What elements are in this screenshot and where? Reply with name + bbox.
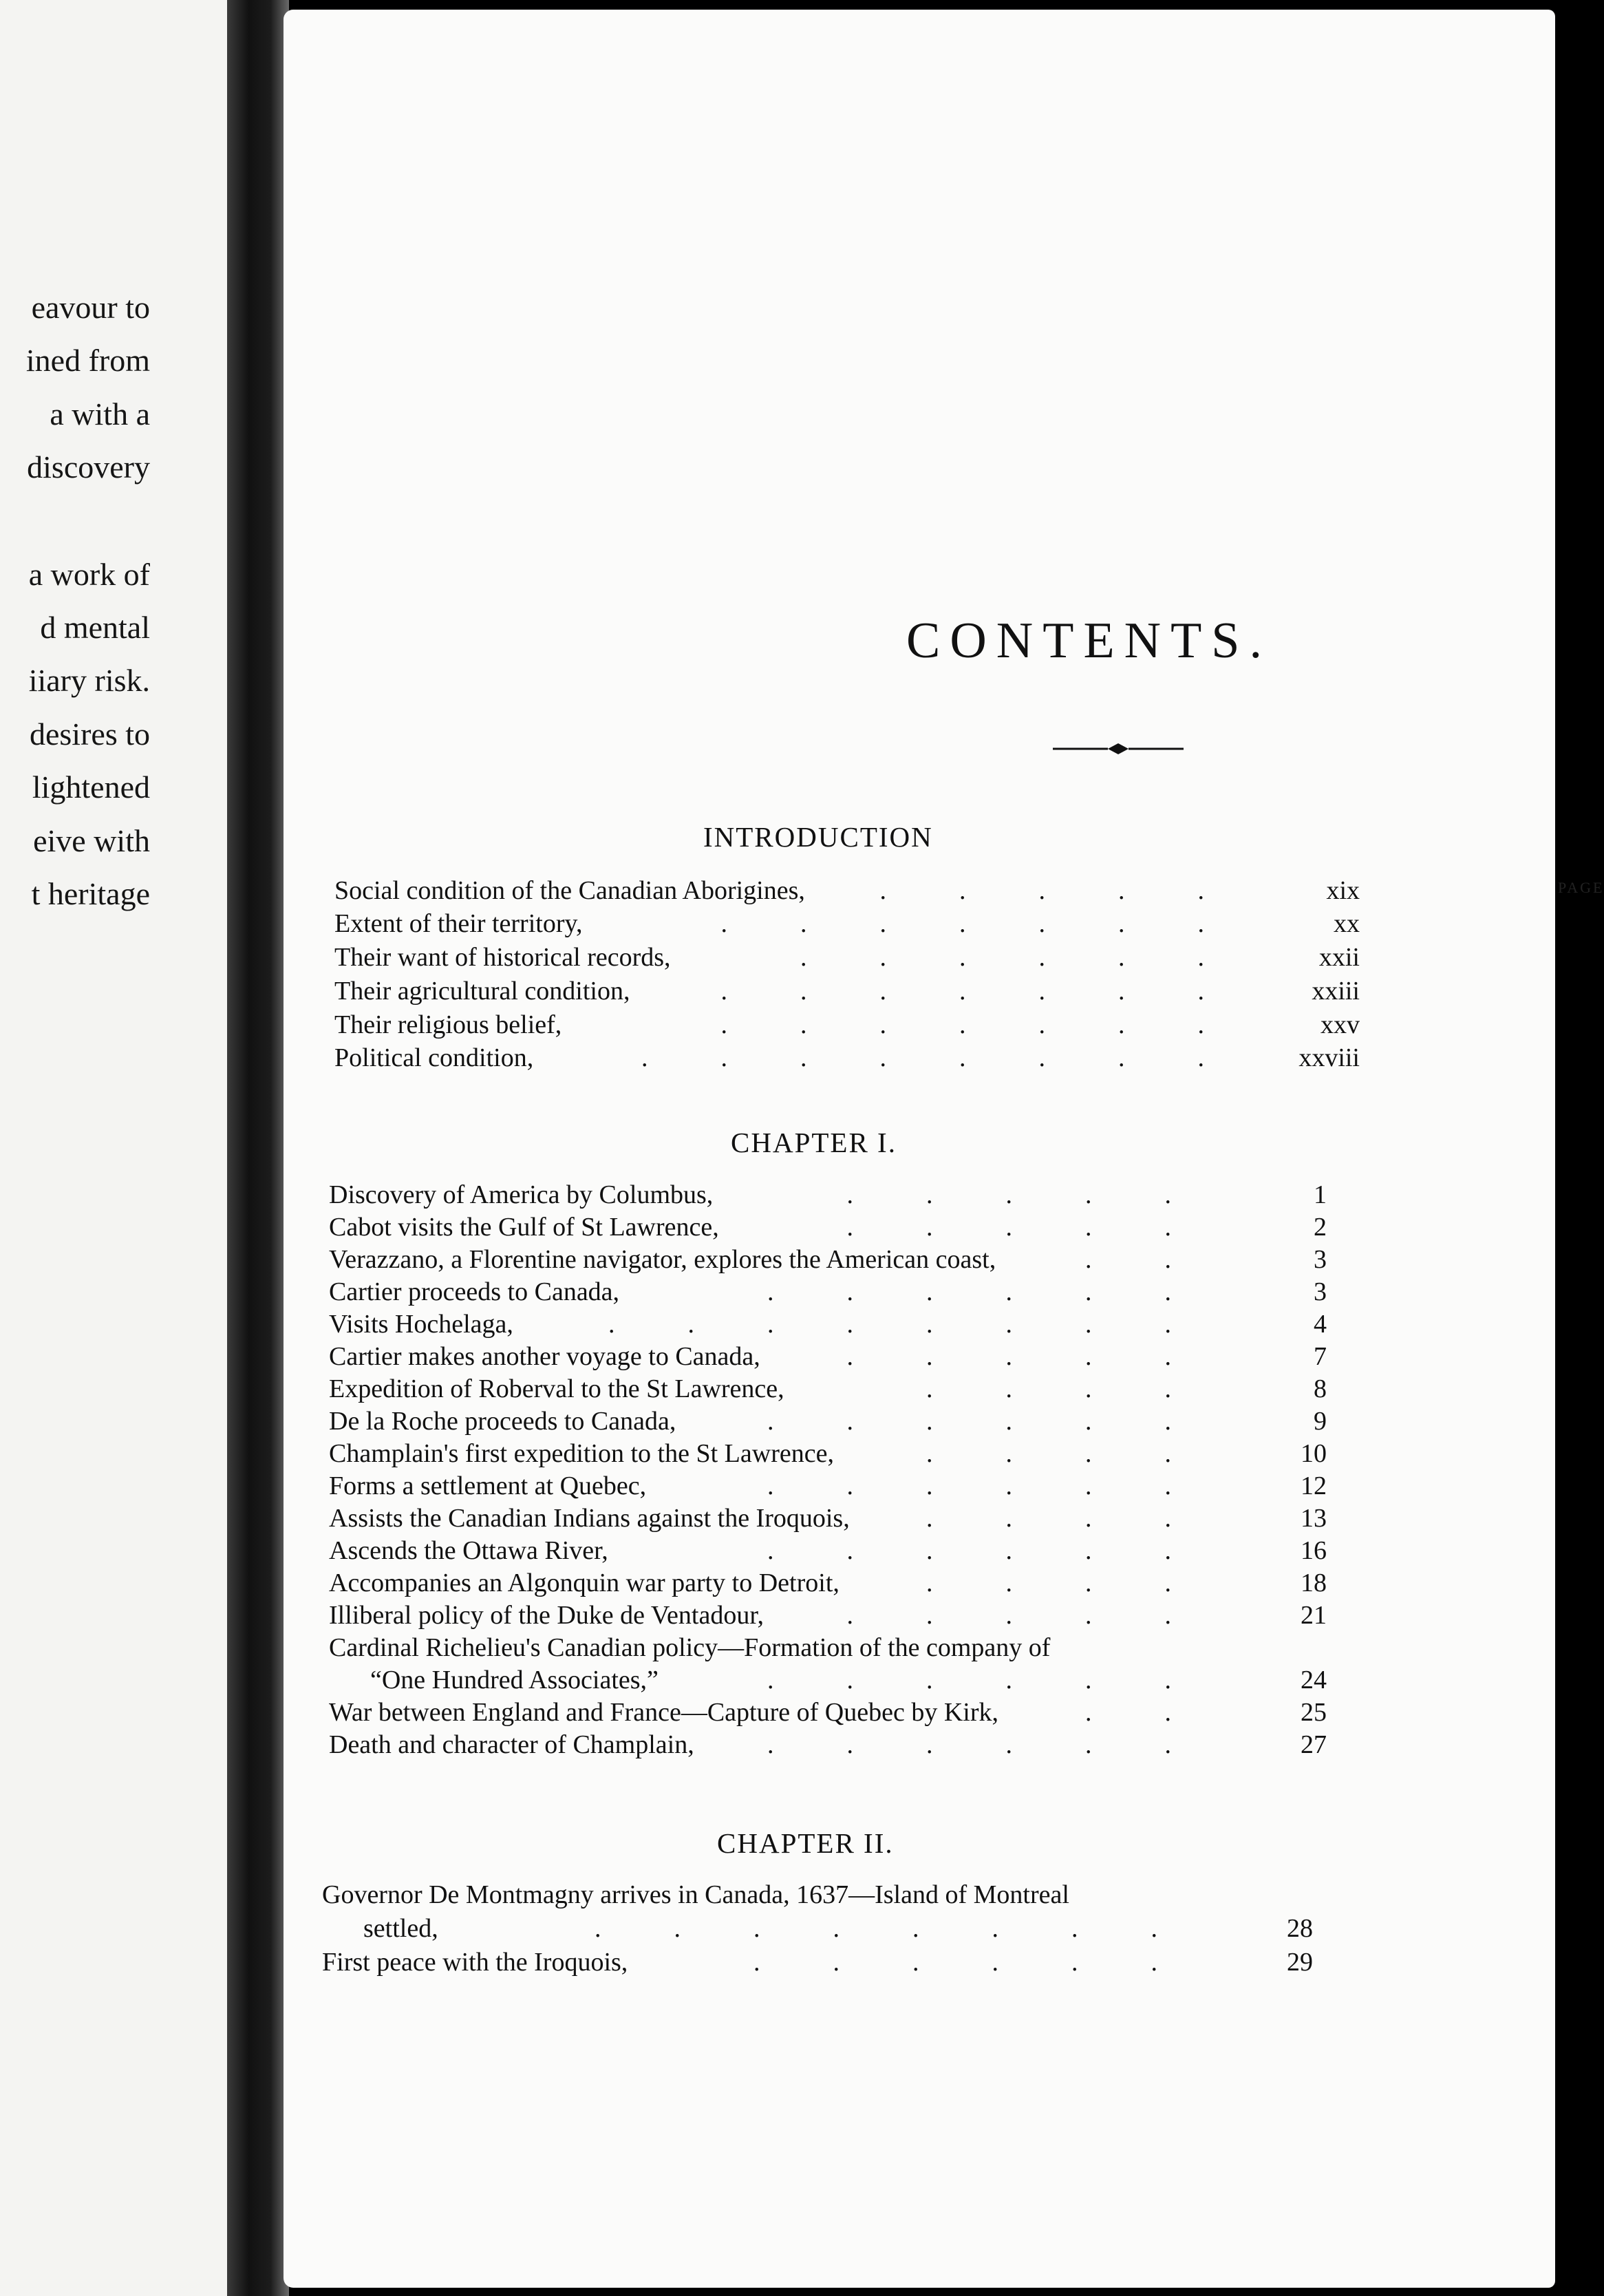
toc-entry (334, 1008, 1360, 1042)
toc-page-number: 3 (1314, 1277, 1327, 1306)
toc-page-number: 24 (1301, 1666, 1327, 1694)
dot-leader: ....... (720, 909, 1277, 938)
toc-entry (322, 1878, 1313, 1912)
toc-entry (329, 1598, 1327, 1633)
toc-page-number: 2 (1314, 1213, 1327, 1242)
toc-page-number: 8 (1314, 1374, 1327, 1403)
toc-entry (329, 1210, 1327, 1244)
book-gutter (227, 0, 289, 2296)
toc-entry-title: Forms a settlement at Quebec, (329, 1471, 647, 1500)
toc-entry-title: Cardinal Richelieu's Canadian policy—Formation of the company of (329, 1633, 1051, 1662)
toc-page-number: 25 (1301, 1698, 1327, 1727)
toc-entry-title: Death and character of Champlain, (329, 1730, 694, 1759)
dot-leader: ........ (608, 1310, 1244, 1339)
section-heading: INTRODUCTION (703, 821, 933, 853)
toc-entry (329, 1404, 1327, 1438)
dot-leader: ...... (753, 1948, 1230, 1977)
facing-page-line: lightened (32, 769, 150, 805)
toc-page-number: 21 (1301, 1601, 1327, 1630)
dot-leader: ...... (767, 1536, 1244, 1565)
toc-entry-title: De la Roche proceeds to Canada, (329, 1407, 676, 1436)
toc-page-number: 27 (1301, 1730, 1327, 1759)
toc-page-number: 12 (1301, 1471, 1327, 1500)
toc-entry-title: settled, (363, 1914, 438, 1943)
toc-entry-title: Expedition of Roberval to the St Lawrence, (329, 1374, 784, 1403)
toc-entry (322, 1911, 1313, 1946)
dot-leader: ...... (800, 943, 1277, 972)
toc-entry-title: Political condition, (334, 1043, 534, 1072)
toc-page-number: 3 (1314, 1245, 1327, 1274)
page-title: CONTENTS. (906, 613, 1272, 669)
toc-entry-title: Governor De Montmagny arrives in Canada, 1637—Island of Montreal (322, 1880, 1069, 1909)
toc-entry (334, 940, 1360, 975)
toc-entry (334, 974, 1360, 1008)
toc-entry (329, 1728, 1327, 1762)
dot-leader: .... (926, 1569, 1244, 1597)
facing-page-line: ined from (25, 343, 150, 378)
page-column-label: PAGE (1558, 879, 1604, 896)
toc-page-number: xxviii (1298, 1043, 1360, 1072)
toc-entry-title: Ascends the Ottawa River, (329, 1536, 608, 1565)
dot-leader: ...... (767, 1471, 1244, 1500)
facing-page-line: t heritage (31, 876, 150, 911)
section-heading: CHAPTER I. (731, 1127, 897, 1158)
ornament-divider (1053, 741, 1184, 757)
toc-page-number: 4 (1314, 1310, 1327, 1339)
contents-page (284, 10, 1604, 2288)
toc-entry (329, 1339, 1327, 1374)
dot-leader: ..... (846, 1213, 1244, 1242)
dot-leader: .. (1085, 1698, 1244, 1727)
toc-page-number: xxiii (1312, 977, 1360, 1006)
toc-entry (329, 1566, 1327, 1600)
facing-page-line: d mental (40, 610, 150, 645)
toc-entry-title: Their want of historical records, (334, 943, 671, 972)
facing-page-line: discovery (27, 449, 150, 485)
toc-entry (334, 1041, 1360, 1075)
toc-page-number: xxii (1318, 943, 1360, 972)
toc-entry-title: Verazzano, a Florentine navigator, explores the American coast, (329, 1245, 996, 1274)
toc-entry (329, 1695, 1327, 1730)
toc-entry-title: First peace with the Iroquois, (322, 1948, 628, 1977)
toc-entry (329, 1436, 1327, 1471)
dot-leader: ...... (767, 1407, 1244, 1436)
dot-leader: .... (926, 1504, 1244, 1533)
dot-leader: ..... (846, 1180, 1244, 1209)
toc-entry-title: Cartier proceeds to Canada, (329, 1277, 620, 1306)
facing-page-line: a with a (50, 396, 150, 432)
facing-page-line: eavour to (31, 290, 150, 325)
toc-page-number: 1 (1314, 1180, 1327, 1209)
dot-leader: ....... (720, 977, 1277, 1006)
toc-entry-title: Accompanies an Algonquin war party to Detroit, (329, 1569, 840, 1597)
dot-leader: .... (926, 1439, 1244, 1468)
toc-entry (329, 1242, 1327, 1277)
toc-entry-title: Their agricultural condition, (334, 977, 630, 1006)
dot-leader: ........ (641, 1043, 1277, 1072)
dot-leader: .. (1085, 1245, 1244, 1274)
toc-entry-title: War between England and France—Capture of Quebec by Kirk, (329, 1698, 998, 1727)
toc-entry-title: Cartier makes another voyage to Canada, (329, 1342, 760, 1371)
toc-entry-title: Extent of their territory, (334, 909, 583, 938)
toc-page-number: 16 (1301, 1536, 1327, 1565)
toc-entry (329, 1469, 1327, 1503)
dot-leader: .... (926, 1374, 1244, 1403)
toc-page-number: xxv (1320, 1010, 1360, 1039)
facing-page-line: a work of (28, 557, 150, 592)
toc-entry-title: Visits Hochelaga, (329, 1310, 513, 1339)
toc-entry-title: Champlain's first expedition to the St Lawrence, (329, 1439, 834, 1468)
dot-leader: ...... (767, 1277, 1244, 1306)
toc-entry (329, 1533, 1327, 1568)
toc-page-number: 10 (1301, 1439, 1327, 1468)
toc-entry (329, 1372, 1327, 1406)
dot-leader: ..... (879, 876, 1277, 905)
toc-page-number: 13 (1301, 1504, 1327, 1533)
toc-entry (329, 1307, 1327, 1341)
toc-page-number: 29 (1287, 1948, 1313, 1977)
dot-leader: ...... (767, 1666, 1244, 1694)
toc-entry-title: Their religious belief, (334, 1010, 562, 1039)
dot-leader: ....... (720, 1010, 1277, 1039)
toc-entry-title: Illiberal policy of the Duke de Ventadour, (329, 1601, 764, 1630)
toc-entry (329, 1630, 1327, 1665)
facing-page-line: eive with (33, 823, 150, 858)
dot-leader: ..... (846, 1342, 1244, 1371)
toc-entry (329, 1275, 1327, 1309)
section-heading: CHAPTER II. (717, 1827, 894, 1859)
toc-entry (329, 1501, 1327, 1535)
toc-entry-title: Cabot visits the Gulf of St Lawrence, (329, 1213, 719, 1242)
toc-entry-title: Discovery of America by Columbus, (329, 1180, 714, 1209)
toc-entry (334, 906, 1360, 941)
toc-page-number: xx (1334, 909, 1360, 938)
toc-page-number: 7 (1314, 1342, 1327, 1371)
toc-entry (334, 873, 1360, 908)
toc-entry (329, 1178, 1327, 1212)
toc-page-number: 9 (1314, 1407, 1327, 1436)
dot-leader: ..... (846, 1601, 1244, 1630)
toc-page-number: xix (1326, 876, 1360, 905)
toc-page-number: 18 (1301, 1569, 1327, 1597)
toc-entry (322, 1945, 1313, 1979)
facing-page (0, 0, 227, 2296)
dot-leader: ...... (767, 1730, 1244, 1759)
toc-page-number: 28 (1287, 1914, 1313, 1943)
facing-page-line: iiary risk. (28, 663, 150, 698)
toc-entry-title: Assists the Canadian Indians against the Iroquois, (329, 1504, 850, 1533)
facing-page-line: desires to (29, 716, 150, 752)
toc-entry-title: “One Hundred Associates,” (370, 1666, 659, 1694)
toc-entry-title: Social condition of the Canadian Aborigines, (334, 876, 805, 905)
dot-leader: ........ (595, 1914, 1230, 1943)
toc-entry (329, 1663, 1327, 1697)
